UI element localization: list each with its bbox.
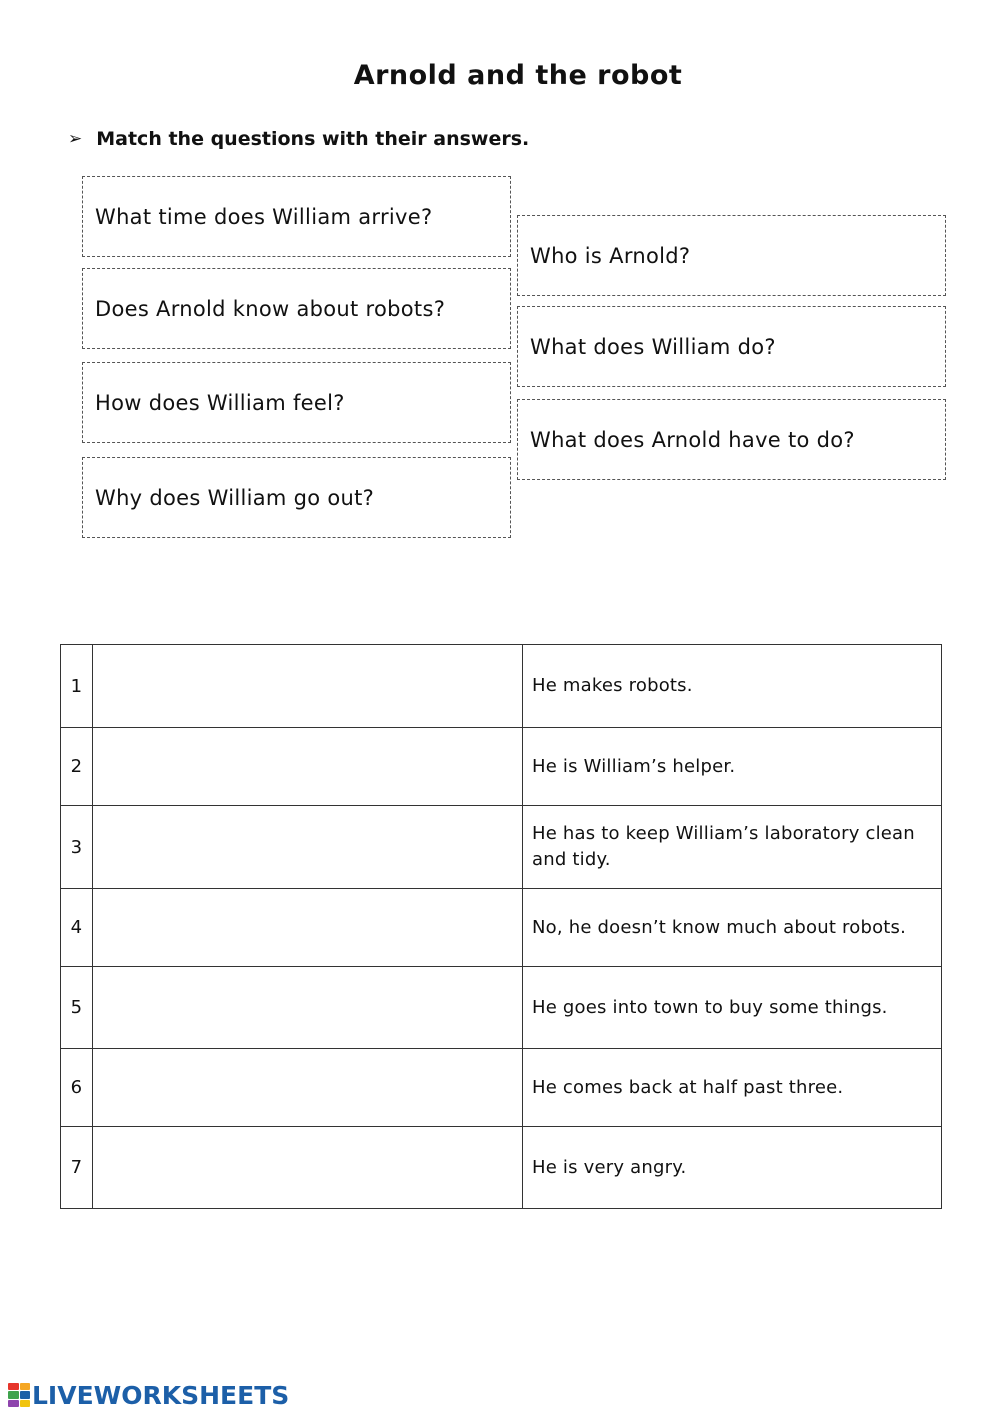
liveworksheets-logo-icon: [8, 1383, 30, 1407]
table-row: [61, 645, 942, 728]
drop-zone[interactable]: [93, 967, 523, 1049]
table-row: [61, 728, 942, 806]
row-number: 6: [61, 1049, 93, 1127]
question-text: Why does William go out?: [95, 485, 375, 510]
row-number: 2: [61, 728, 93, 806]
instruction: [68, 128, 529, 150]
brand-name: LIVEWORKSHEETS: [32, 1380, 290, 1410]
instruction-text: Match the questions with their answers.: [96, 128, 530, 150]
question-text: Who is Arnold?: [530, 243, 691, 268]
question-card[interactable]: [82, 268, 511, 349]
question-text: What time does William arrive?: [95, 204, 433, 229]
table-row: [61, 889, 942, 967]
answer-table: [60, 644, 942, 1209]
question-text: What does William do?: [530, 334, 776, 359]
table-row: [61, 1127, 942, 1209]
question-card[interactable]: [82, 362, 511, 443]
answer-text: He makes robots.: [523, 645, 942, 728]
drop-zone[interactable]: [93, 889, 523, 967]
question-text: How does William feel?: [95, 390, 345, 415]
table-row: [61, 967, 942, 1049]
row-number: 4: [61, 889, 93, 967]
row-number: 7: [61, 1127, 93, 1209]
drop-zone[interactable]: [93, 728, 523, 806]
question-text: What does Arnold have to do?: [530, 427, 855, 452]
drop-zone[interactable]: [93, 1049, 523, 1127]
answer-text: He comes back at half past three.: [523, 1049, 942, 1127]
row-number: 3: [61, 806, 93, 889]
drop-zone[interactable]: [93, 1127, 523, 1209]
question-card[interactable]: [82, 457, 511, 538]
drop-zone[interactable]: [93, 806, 523, 889]
arrow-bullet-icon: ➢: [68, 129, 83, 149]
row-number: 5: [61, 967, 93, 1049]
footer-logo[interactable]: [8, 1381, 289, 1409]
table-row: [61, 1049, 942, 1127]
row-number: 1: [61, 645, 93, 728]
drop-zone[interactable]: [93, 645, 523, 728]
question-card[interactable]: [517, 399, 946, 480]
answer-text: He is very angry.: [523, 1127, 942, 1209]
answer-text: He goes into town to buy some things.: [523, 967, 942, 1049]
answer-text: No, he doesn’t know much about robots.: [523, 889, 942, 967]
question-card[interactable]: [517, 215, 946, 296]
answer-text: He is William’s helper.: [523, 728, 942, 806]
answer-text: He has to keep William’s laboratory clean and tidy.: [523, 806, 942, 889]
table-row: [61, 806, 942, 889]
question-card[interactable]: [82, 176, 511, 257]
question-card[interactable]: [517, 306, 946, 387]
worksheet-title: Arnold and the robot: [353, 60, 683, 91]
question-text: Does Arnold know about robots?: [95, 296, 446, 321]
